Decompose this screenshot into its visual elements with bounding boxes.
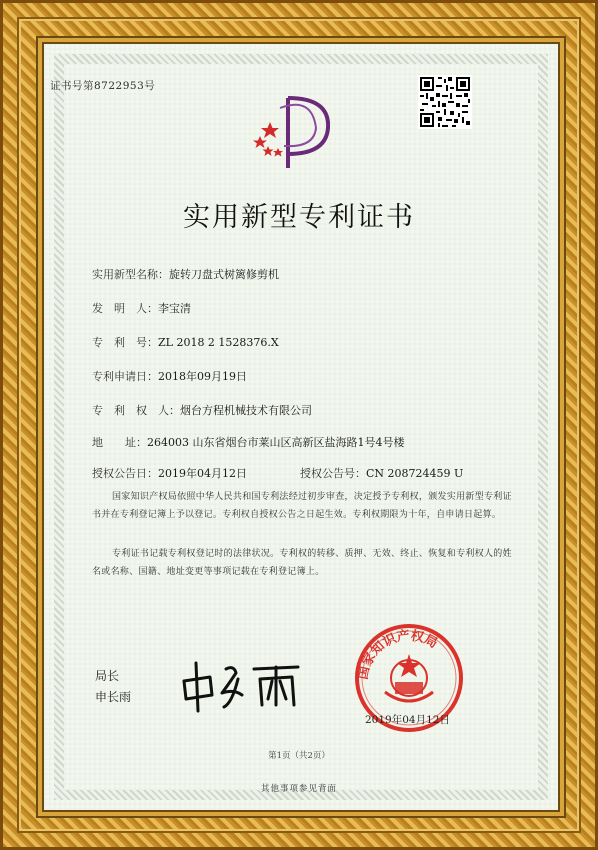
grant-number-label: 授权公告号： — [300, 467, 366, 480]
grant-number-row — [300, 465, 463, 481]
grant-date-label: 授权公告日： — [92, 467, 158, 480]
address-row — [92, 434, 404, 450]
grant-date-value: 2019年04月12日 — [158, 467, 247, 480]
utility-model-name-label: 实用新型名称： — [92, 268, 169, 281]
address-label: 地 址： — [92, 436, 147, 449]
filing-date-label: 专利申请日： — [92, 370, 158, 383]
page-number: 第1页（共2页） — [268, 751, 330, 761]
inventor-value: 李宝清 — [158, 302, 191, 315]
patent-number-value: ZL 2018 2 1528376.X — [158, 336, 279, 349]
patent-office-logo-icon — [250, 88, 330, 178]
footer-note: 其他事项参见背面 — [260, 784, 337, 794]
patentee-value: 烟台方程机械技术有限公司 — [180, 404, 312, 417]
qr-code-icon — [418, 75, 472, 129]
handwritten-signature-icon — [176, 655, 306, 715]
director-name: 申长雨 — [95, 690, 132, 704]
seal-date: 2019年04月12日 — [365, 714, 450, 726]
inventor-row — [92, 300, 191, 316]
patentee-row — [92, 402, 312, 418]
address-value: 264003 山东省烟台市莱山区高新区盐海路1号4号楼 — [147, 436, 405, 449]
grant-date-row — [92, 465, 247, 481]
director-title: 局长 — [95, 669, 120, 683]
certificate-title: 实用新型专利证书 — [183, 202, 415, 233]
certificate-number: 证书号第8722953号 — [50, 80, 156, 92]
grant-statement-paragraph: 国家知识产权局依照中华人民共和国专利法经过初步审查，决定授予专利权，颁发实用新型专利证书并在专利登记簿上予以登记。专利权自授权公告之日起生效。专利权期限为十年，自申请日起算。 — [92, 492, 512, 520]
patent-number-row — [92, 334, 279, 350]
inventor-label: 发 明 人： — [92, 302, 158, 315]
filing-date-value: 2018年09月19日 — [158, 370, 247, 383]
patentee-label: 专 利 权 人： — [92, 404, 180, 417]
grant-number-value: CN 208724459 U — [366, 467, 464, 480]
svg-text:国家知识产权局: 国家知识产权局 — [355, 628, 440, 681]
filing-date-row — [92, 368, 247, 384]
patent-number-label: 专 利 号： — [92, 336, 158, 349]
utility-model-name-row — [92, 266, 279, 282]
legal-status-paragraph: 专利证书记载专利权登记时的法律状况。专利权的转移、质押、无效、终止、恢复和专利权人的姓名或名称、国籍、地址变更等事项记载在专利登记簿上。 — [92, 549, 512, 577]
utility-model-name-value: 旋转刀盘式树篱修剪机 — [169, 268, 279, 281]
